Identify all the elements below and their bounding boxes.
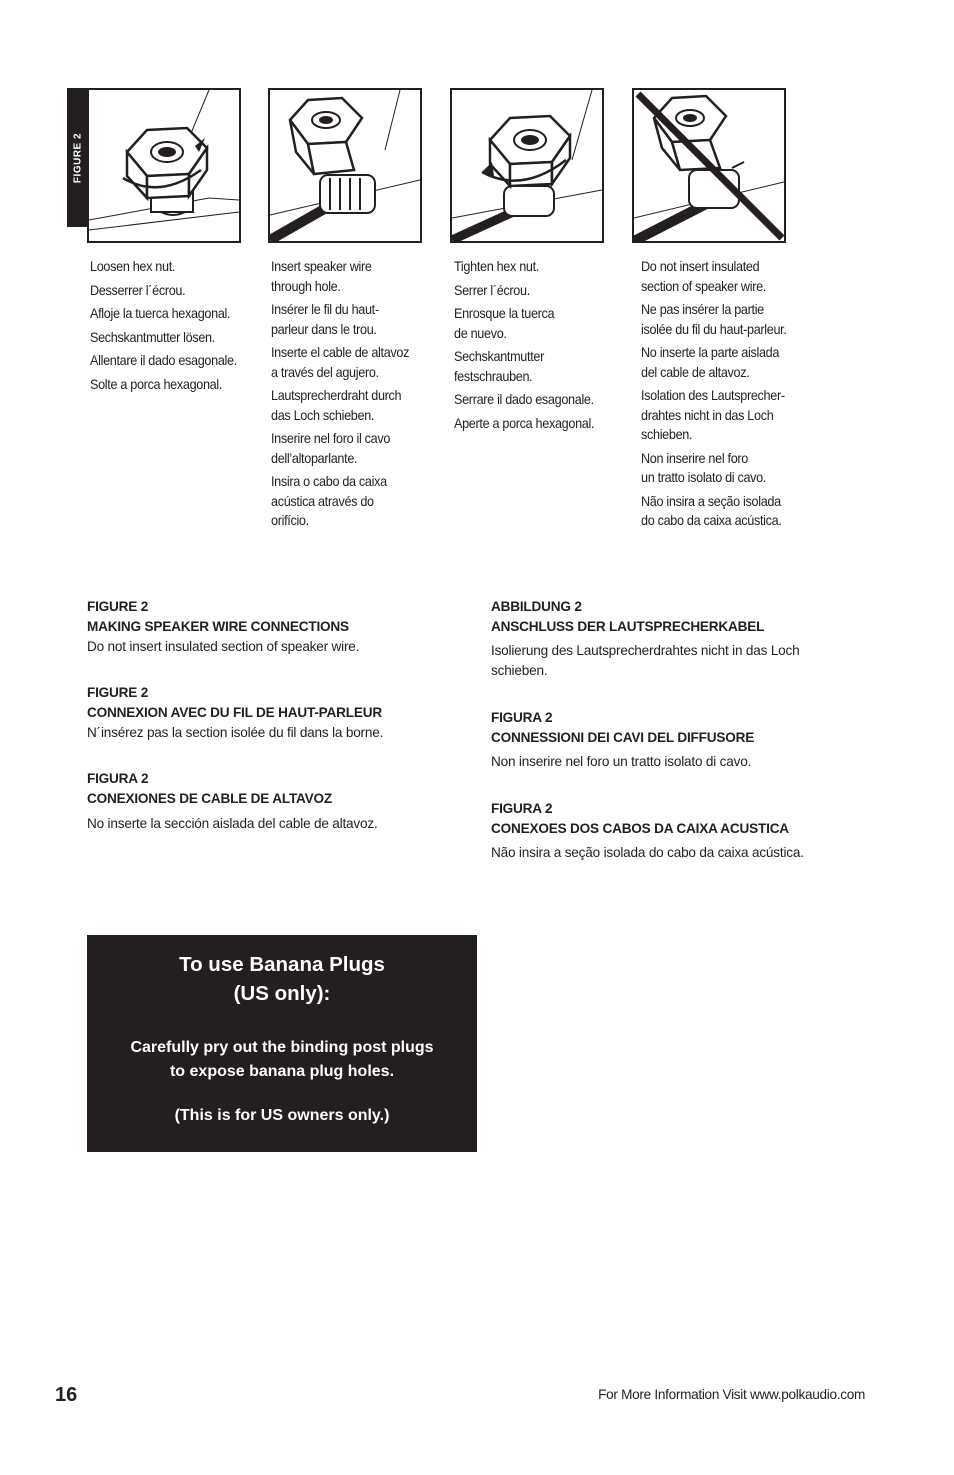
section-label: FIGURE 2 xyxy=(87,685,149,700)
tighten-nut-illustration xyxy=(452,90,602,241)
insert-wire-illustration xyxy=(270,90,420,241)
figure-do-not-insert xyxy=(632,88,786,243)
section-heading: ANSCHLUSS DER LAUTSPRECHERKABEL xyxy=(491,619,765,634)
section-en xyxy=(87,597,457,657)
loosen-nut-illustration xyxy=(89,90,239,241)
caption-line: Inserire nel foro il cavo dell’altoparlante. xyxy=(271,431,391,466)
footer-website: For More Information Visit www.polkaudio.com xyxy=(598,1387,865,1402)
caption-line: Sechskantmutter festschrauben. xyxy=(454,349,544,384)
section-es xyxy=(87,769,457,834)
caption-line: Insérer le fil du haut- parleur dans le trou. xyxy=(271,302,379,337)
caption-insert xyxy=(271,257,443,535)
caption-line: Lautsprecherdraht durch das Loch schieben. xyxy=(271,388,402,423)
caption-tighten xyxy=(454,257,621,437)
caption-line: Sechskantmutter lösen. xyxy=(90,329,215,345)
section-label: FIGURA 2 xyxy=(87,771,149,786)
banana-title-line2: (US only): xyxy=(233,982,331,1005)
section-text: No inserte la sección aislada del cable de altavoz. xyxy=(87,816,378,831)
section-heading: CONNESSIONI DEI CAVI DEL DIFFUSORE xyxy=(491,730,755,745)
section-label: FIGURA 2 xyxy=(491,710,553,725)
banana-plugs-notice xyxy=(87,935,477,1152)
caption-line: Inserte el cable de altavoz a través del agujero. xyxy=(271,345,410,380)
caption-line: Serrare il dado esagonale. xyxy=(454,392,594,407)
section-it xyxy=(491,708,861,772)
figure-insert-wire xyxy=(268,88,422,243)
section-fr xyxy=(87,683,457,743)
section-text: N´insérez pas la section isolée du fil dans la borne. xyxy=(87,725,384,740)
section-heading: CONNEXION AVEC DU FIL DE HAUT-PARLEUR xyxy=(87,705,382,720)
caption-line: Enrosque la tuerca de nuevo. xyxy=(454,306,555,341)
caption-line: Serrer l´écrou. xyxy=(454,282,530,298)
caption-line: Insira o cabo da caixa acústica através do orifício. xyxy=(271,474,387,528)
caption-line: Tighten hex nut. xyxy=(454,259,539,274)
section-pt xyxy=(491,799,861,863)
caption-line: Solte a porca hexagonal. xyxy=(90,376,223,392)
caption-line: Do not insert insulated section of speaker wire. xyxy=(641,259,766,294)
caption-line: Ne pas insérer la partie isolée du fil du haut-parleur. xyxy=(641,302,787,337)
do-not-insert-illustration xyxy=(634,90,784,241)
section-text: Non inserire nel foro un tratto isolato di cavo. xyxy=(491,754,752,769)
figure-tab xyxy=(67,88,88,227)
section-label: FIGURA 2 xyxy=(491,801,553,816)
banana-body: Carefully pry out the binding post plugs to expose banana plug holes. xyxy=(130,1039,434,1080)
page-number: 16 xyxy=(55,1384,78,1406)
section-text: Do not insert insulated section of speaker wire. xyxy=(87,639,360,654)
caption-line: Isolation des Lautsprecher- drahtes nicht in das Loch schieben. xyxy=(641,388,785,442)
section-text: Não insira a seção isolada do cabo da caixa acústica. xyxy=(491,845,804,860)
section-label: FIGURE 2 xyxy=(87,599,149,614)
figure-tab-label: FIGURE 2 xyxy=(72,132,83,183)
caption-line: Non inserire nel foro un tratto isolato di cavo. xyxy=(641,450,767,485)
caption-line: No inserte la parte aislada del cable de altavoz. xyxy=(641,345,780,380)
caption-line: Allentare il dado esagonale. xyxy=(90,353,237,368)
caption-line: Não insira a seção isolada do cabo da caixa acústica. xyxy=(641,493,782,528)
figure-loosen-nut xyxy=(87,88,241,243)
caption-line: Desserrer l´écrou. xyxy=(90,282,186,298)
caption-line: Loosen hex nut. xyxy=(90,259,176,274)
caption-line: Aperte a porca hexagonal. xyxy=(454,415,595,431)
caption-line: Insert speaker wire through hole. xyxy=(271,259,372,294)
caption-do-not-insert xyxy=(641,257,827,535)
section-text: Isolierung des Lautsprecherdrahtes nicht in das Loch schieben. xyxy=(491,643,800,678)
section-de xyxy=(491,597,861,681)
banana-note: (This is for US owners only.) xyxy=(174,1107,390,1124)
figure-tighten-nut xyxy=(450,88,604,243)
section-heading: CONEXIONES DE CABLE DE ALTAVOZ xyxy=(87,791,332,806)
section-label: ABBILDUNG 2 xyxy=(491,599,582,614)
caption-loosen xyxy=(90,257,267,398)
section-heading: CONEXOES DOS CABOS DA CAIXA ACUSTICA xyxy=(491,821,789,836)
section-heading: MAKING SPEAKER WIRE CONNECTIONS xyxy=(87,619,349,634)
banana-title-line1: To use Banana Plugs xyxy=(179,953,385,976)
caption-line: Afloje la tuerca hexagonal. xyxy=(90,306,231,321)
